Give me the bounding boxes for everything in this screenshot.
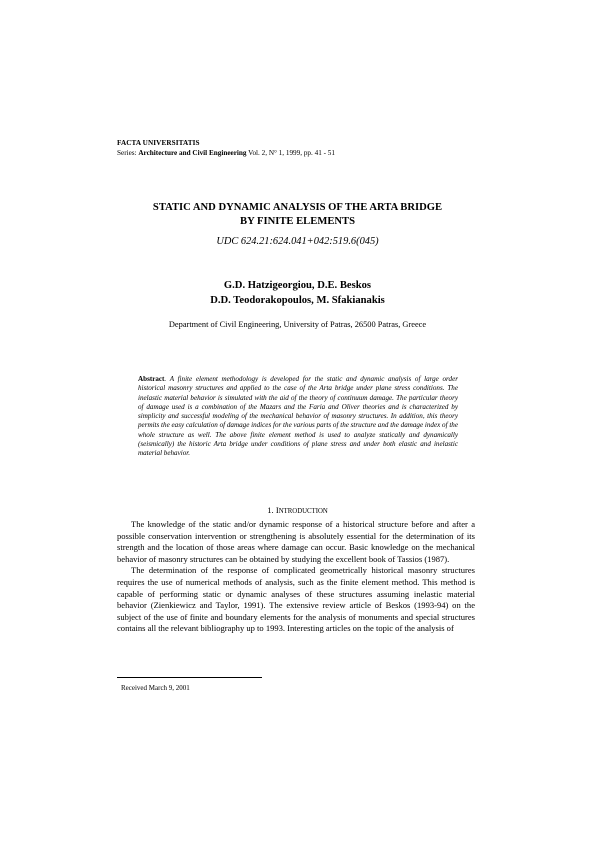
section-number: 1. <box>267 505 276 515</box>
footnote-rule <box>117 677 262 678</box>
section-initial: I <box>275 505 279 515</box>
udc-code: UDC 624.21:624.041+042:519.6(045) <box>216 236 379 247</box>
section-heading <box>0 505 595 515</box>
section-title-rest: NTRODUCTION <box>278 508 328 515</box>
paragraph: The knowledge of the static and/or dynamic response of a historical structure before and after a possible conservation intervention or strengthening is absolutely essential for the determination of its strength and the location of those areas where damage can occur. Basic knowledge on the mechanical behavior of masonry structures can be obtained by studying the excellent book of Tassios (1987). <box>117 519 475 564</box>
abstract-label: Abstract <box>138 375 165 383</box>
paper-title-line-2: BY FINITE ELEMENTS <box>240 216 355 227</box>
series-info <box>117 149 335 157</box>
series-prefix: Series: <box>117 149 139 157</box>
paragraph: The determination of the response of complicated geometrically historical masonry structures requires the use of numerical methods of analysis, such as the finite element method. This method is capable of performing static or dynamic analyses of these structures assuming inelastic material behavior (Zienkiewicz and Taylor, 1991). The extensive review article of Beskos (1993-94) on the subject of the use of finite and boundary elements for the analysis of monuments and special structures contains all the relevant bibliography up to 1993. Interesting articles on the topic of the analysis of <box>117 565 475 634</box>
footnote: Received March 9, 2001 <box>121 684 190 692</box>
abstract <box>138 375 458 459</box>
series-detail: Vol. 2, N° 1, 1999, pp. 41 - 51 <box>246 149 335 157</box>
body-text <box>117 519 475 635</box>
series-name: Architecture and Civil Engineering <box>138 149 247 157</box>
paper-title-line-1: STATIC AND DYNAMIC ANALYSIS OF THE ARTA BRIDGE <box>152 202 443 213</box>
abstract-text: . A finite element methodology is developed for the static and dynamic analysis of large order historical masonry structures and applied to the case of the Arta bridge under plane stress conditions. The inelastic material behavior is simulated with the aid of the theory of continuum damage. The particular theory of damage used is a combination of the Mazars and the Faria and Oliver theories and is characterized by simplicity and successful modeling of the mechanical behavior of masonry structures. In addition, this theory permits the easy calculation of damage indices for the various parts of the structure and the damage index of the whole structure as well. The above finite element method is used to analyze statically and dynamically (seismically) the historic Arta bridge under conditions of plane stress and under both elastic and inelastic material behavior. <box>138 375 458 458</box>
authors-line-2: D.D. Teodorakopoulos, M. Sfakianakis <box>210 295 385 306</box>
journal-name: FACTA UNIVERSITATIS <box>117 139 200 147</box>
authors-line-1: G.D. Hatzigeorgiou, D.E. Beskos <box>223 280 372 291</box>
affiliation: Department of Civil Engineering, University of Patras, 26500 Patras, Greece <box>168 320 427 329</box>
